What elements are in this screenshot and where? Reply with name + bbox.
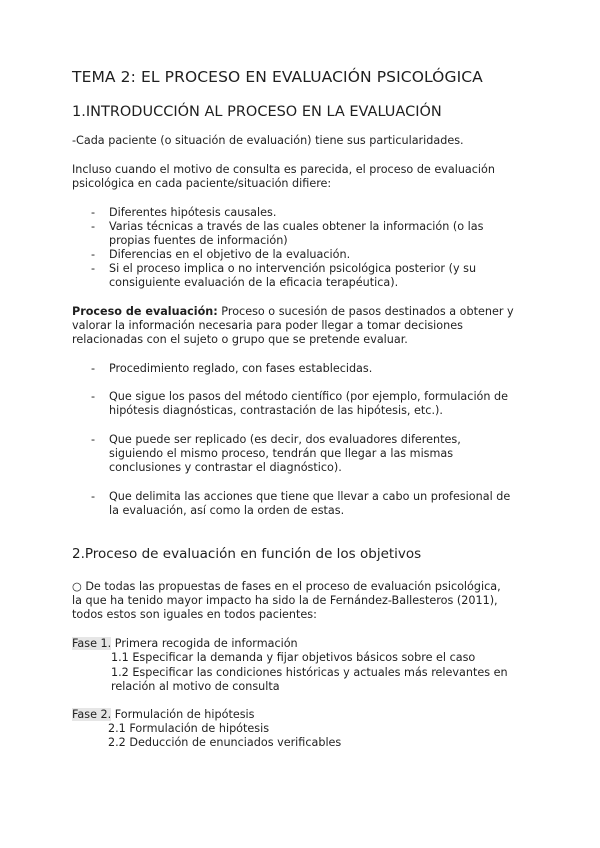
definition-term: Proceso de evaluación: (72, 305, 218, 318)
list-item-cont: consiguiente evaluación de la eficacia terapéutica). (109, 276, 399, 289)
list-dash: - (91, 362, 96, 375)
list-dash: - (91, 248, 96, 261)
definition-line: valorar la información necesaria para poder llegar a tomar decisiones (72, 319, 463, 332)
list-item: Procedimiento reglado, con fases establecidas. (109, 362, 373, 375)
definition-line: relacionadas con el sujeto o grupo que se pretende evaluar. (72, 333, 408, 346)
list-item-cont: la evaluación, así como la orden de estas. (109, 504, 345, 517)
phase-heading: Fase 1. Primera recogida de información (72, 637, 298, 650)
list-item: Si el proceso implica o no intervención psicológica posterior (y su (109, 262, 477, 275)
section2-heading: 2.Proceso de evaluación en función de los objetivos (72, 546, 422, 562)
phase-subitem: 1.2 Especificar las condiciones históricas y actuales más relevantes en (111, 666, 508, 679)
list-item-cont: conclusiones y contrastar el diagnóstico). (109, 461, 342, 474)
list-dash: - (91, 490, 96, 503)
phase-label: Fase 2. (72, 708, 112, 721)
paragraph-intro: -Cada paciente (o situación de evaluación) tiene sus particularidades. (72, 134, 464, 147)
definition-line: Proceso de evaluación: Proceso o sucesión de pasos destinados a obtener y (72, 305, 514, 318)
section1-heading: 1.INTRODUCCIÓN AL PROCESO EN LA EVALUACIÓN (72, 104, 442, 120)
list-dash: - (91, 220, 96, 233)
list-dash: - (91, 206, 96, 219)
paragraph-line: la que ha tenido mayor impacto ha sido la de Fernández-Ballesteros (2011), (72, 594, 498, 607)
list-item: Que puede ser replicado (es decir, dos evaluadores diferentes, (109, 433, 461, 446)
list-dash: - (91, 262, 96, 275)
paragraph-line: psicológica en cada paciente/situación difiere: (72, 177, 332, 190)
phase-subitem-cont: relación al motivo de consulta (111, 680, 280, 693)
list-dash: - (91, 433, 96, 446)
phase-heading: Fase 2. Formulación de hipótesis (72, 708, 255, 721)
list-item: Diferencias en el objetivo de la evaluación. (109, 248, 351, 261)
list-item: Diferentes hipótesis causales. (109, 206, 277, 219)
phase-subitem: 2.2 Deducción de enunciados verificables (108, 736, 342, 749)
list-item: Varias técnicas a través de las cuales obtener la información (o las (109, 220, 484, 233)
paragraph-line: todos estos son iguales en todos pacientes: (72, 608, 317, 621)
list-item-cont: hipótesis diagnósticas, contrastación de las hipótesis, etc.). (109, 404, 443, 417)
list-dash: - (91, 390, 96, 403)
list-item: Que sigue los pasos del método científico (por ejemplo, formulación de (109, 390, 509, 403)
phase-label: Fase 1. (72, 637, 112, 650)
list-item-cont: siguiendo el mismo proceso, tendrán que llegar a las mismas (109, 447, 454, 460)
phase-subitem: 1.1 Especificar la demanda y fijar objetivos básicos sobre el caso (111, 651, 476, 664)
phase-subitem: 2.1 Formulación de hipótesis (108, 722, 270, 735)
paragraph-line: ○ De todas las propuestas de fases en el proceso de evaluación psicológica, (72, 580, 501, 593)
page-title: TEMA 2: EL PROCESO EN EVALUACIÓN PSICOLÓGICA (72, 68, 483, 86)
list-item: Que delimita las acciones que tiene que llevar a cabo un profesional de (109, 490, 511, 503)
list-item-cont: propias fuentes de información) (109, 234, 288, 247)
paragraph-line: Incluso cuando el motivo de consulta es parecida, el proceso de evaluación (72, 163, 495, 176)
